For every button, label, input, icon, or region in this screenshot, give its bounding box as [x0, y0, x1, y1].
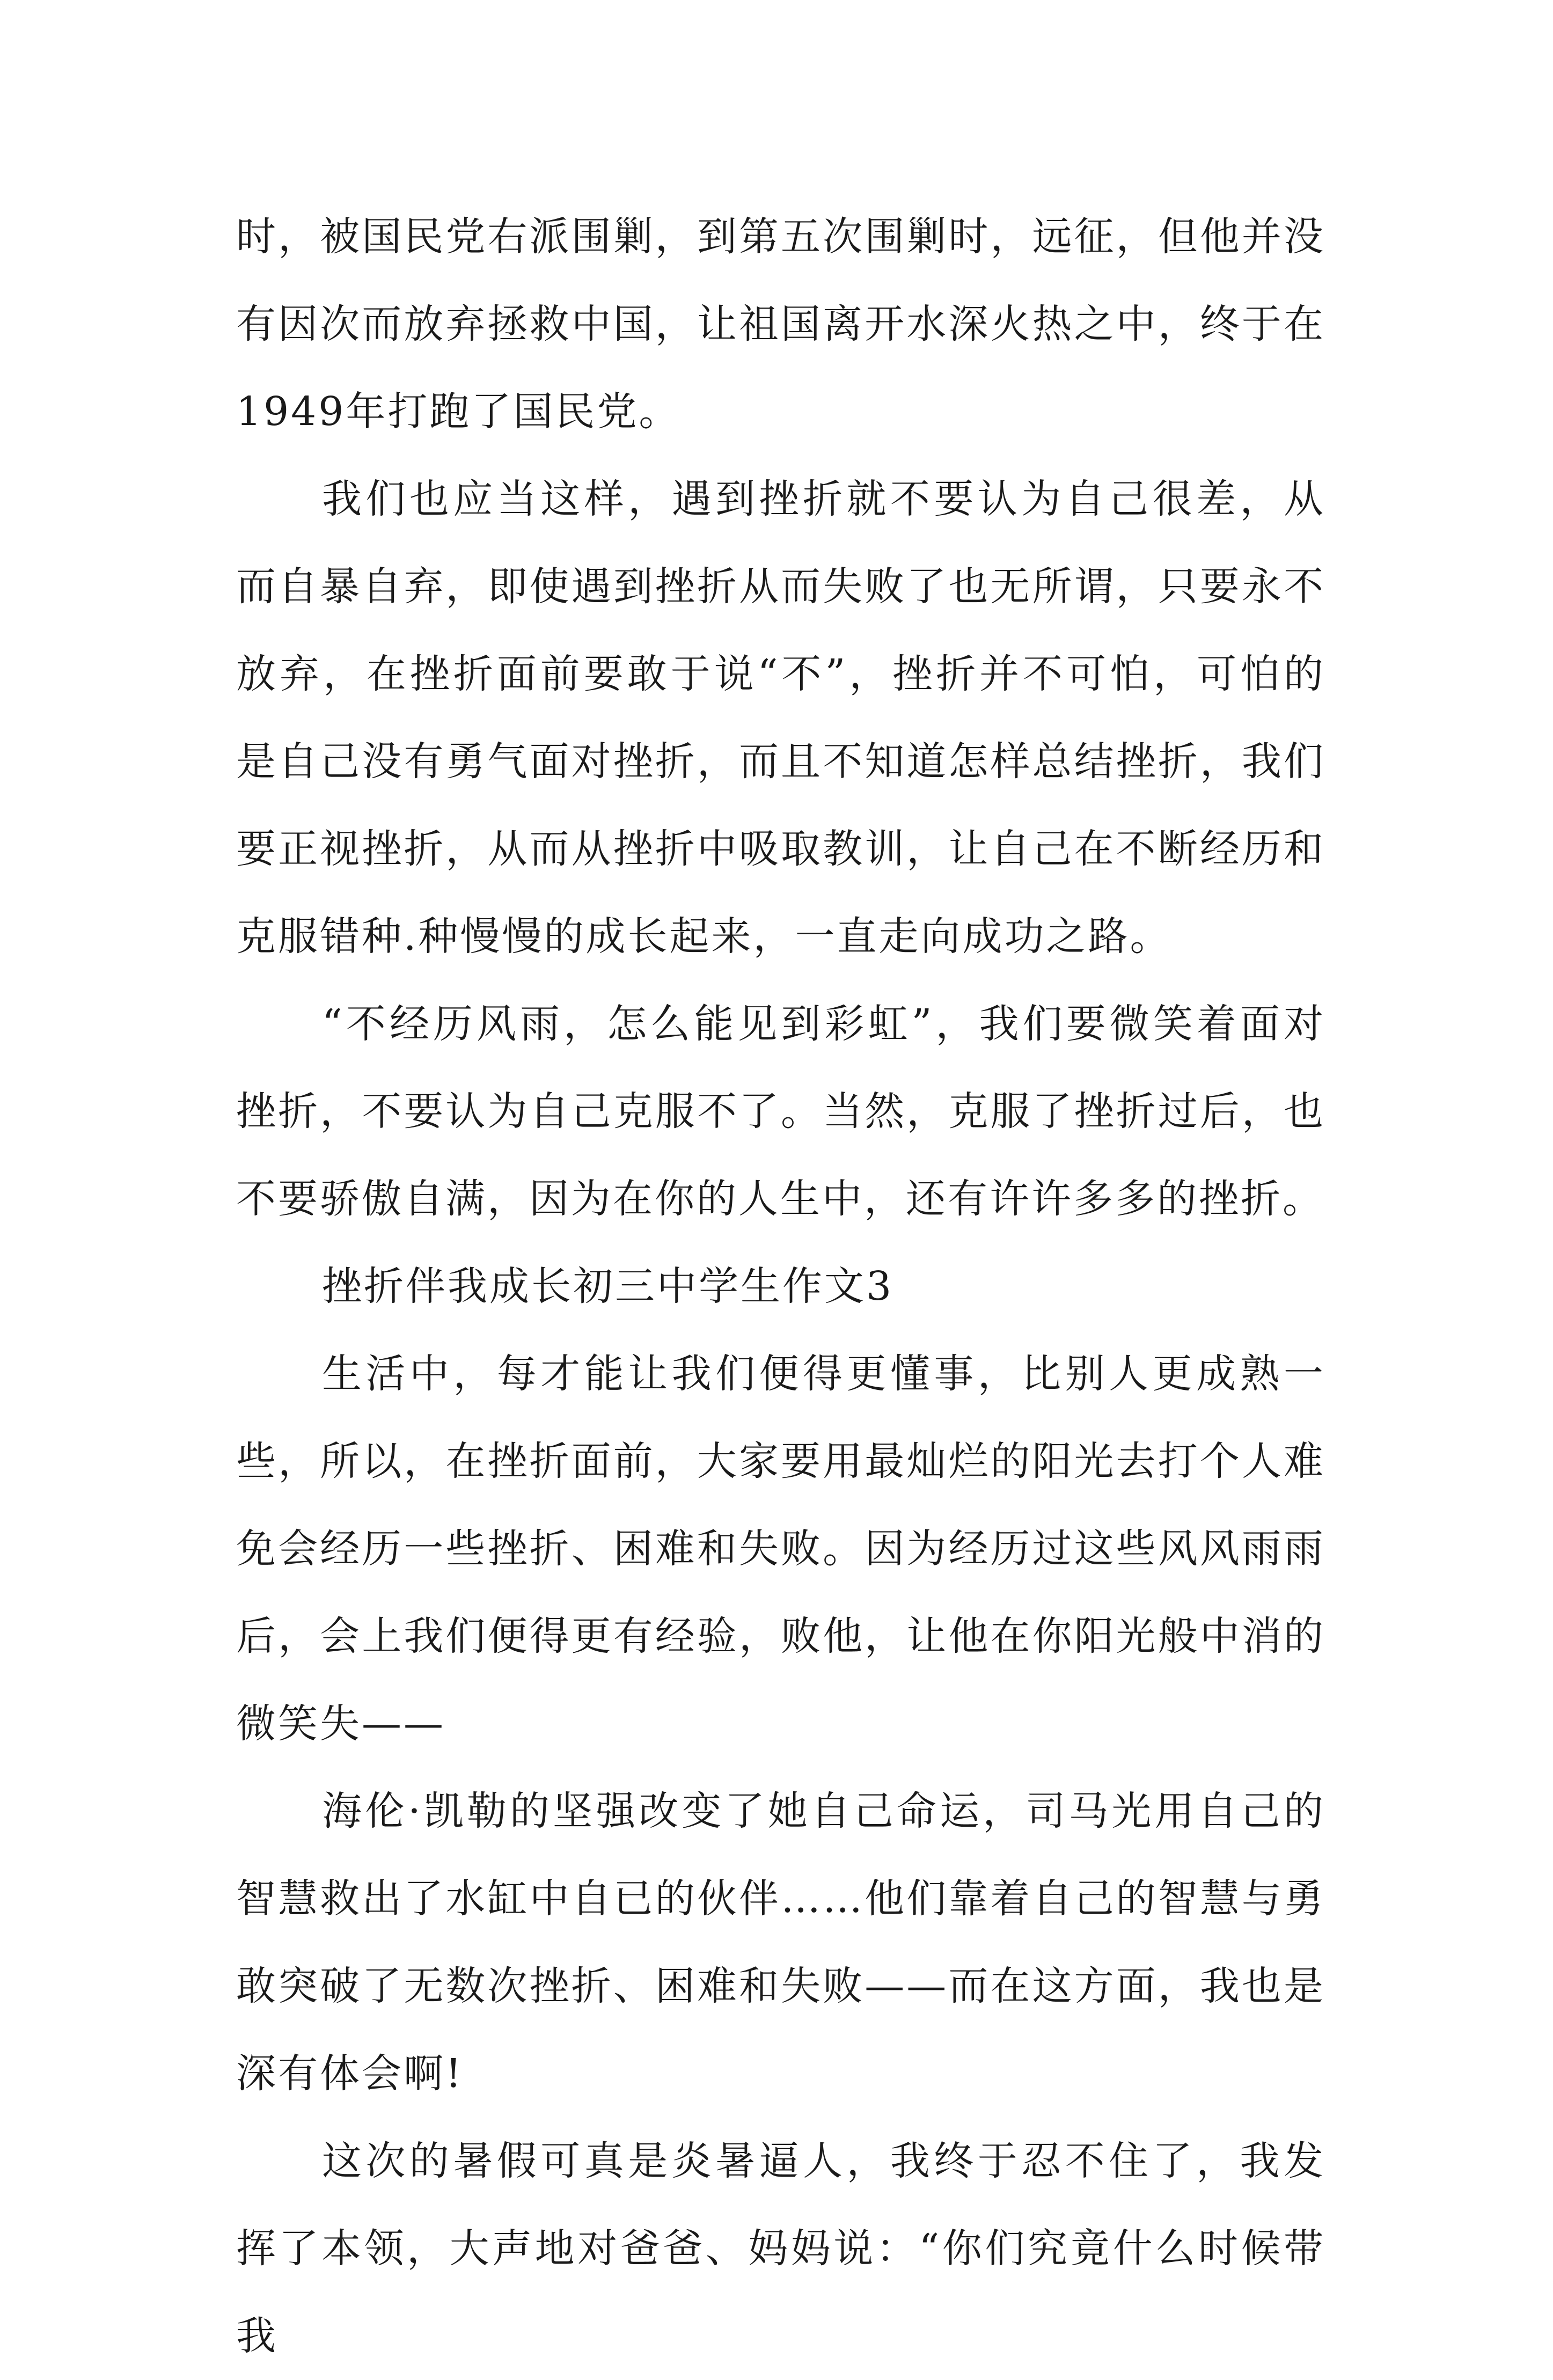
- paragraph: “不经历风雨，怎么能见到彩虹”，我们要微笑着面对挫折，不要认为自己克服不了。当然，克服了挫折过后，也不要骄傲自满，因为在你的人生中，还有许许多多的挫折。: [236, 1001, 1325, 1222]
- section-heading: 挫折伴我成长初三中学生作文3: [322, 1263, 894, 1309]
- paragraph: 生活中，每才能让我们便得更懂事，比别人更成熟一些，所以，在挫折面前，大家要用最灿烂的阳光去打个人难免会经历一些挫折、困难和失败。因为经历过这些风风雨雨后，会上我们便得更有经验，败他，让他在你阳光般中消的微笑失——: [236, 1351, 1325, 1747]
- paragraph: 海伦·凯勒的坚强改变了她自己命运，司马光用自己的智慧救出了水缸中自已的伙伴……他们靠着自己的智慧与勇敢突破了无数次挫折、困难和失败——而在这方面，我也是深有体会啊!: [236, 1788, 1325, 2097]
- paragraph: 这次的暑假可真是炎暑逼人，我终于忍不住了，我发挥了本领，大声地对爸爸、妈妈说：“你们究竟什么时候带我: [236, 2138, 1325, 2359]
- paragraph: 时，被国民党右派围剿，到第五次围剿时，远征，但他并没有因次而放弃拯救中国，让祖国离开水深火热之中，终于在1949年打跑了国民党。: [236, 214, 1325, 435]
- paragraph: 我们也应当这样，遇到挫折就不要认为自己很差，从而自暴自弃，即使遇到挫折从而失败了也无所谓，只要永不放弃，在挫折面前要敢于说“不”，挫折并不可怕，可怕的是自己没有勇气面对挫折，而且不知道怎样总结挫折，我们要正视挫折，从而从挫折中吸取教训，让自己在不断经历和克服错种.种慢慢的成长起来，一直走向成功之路。: [236, 476, 1325, 960]
- body-text: [236, 193, 1325, 2380]
